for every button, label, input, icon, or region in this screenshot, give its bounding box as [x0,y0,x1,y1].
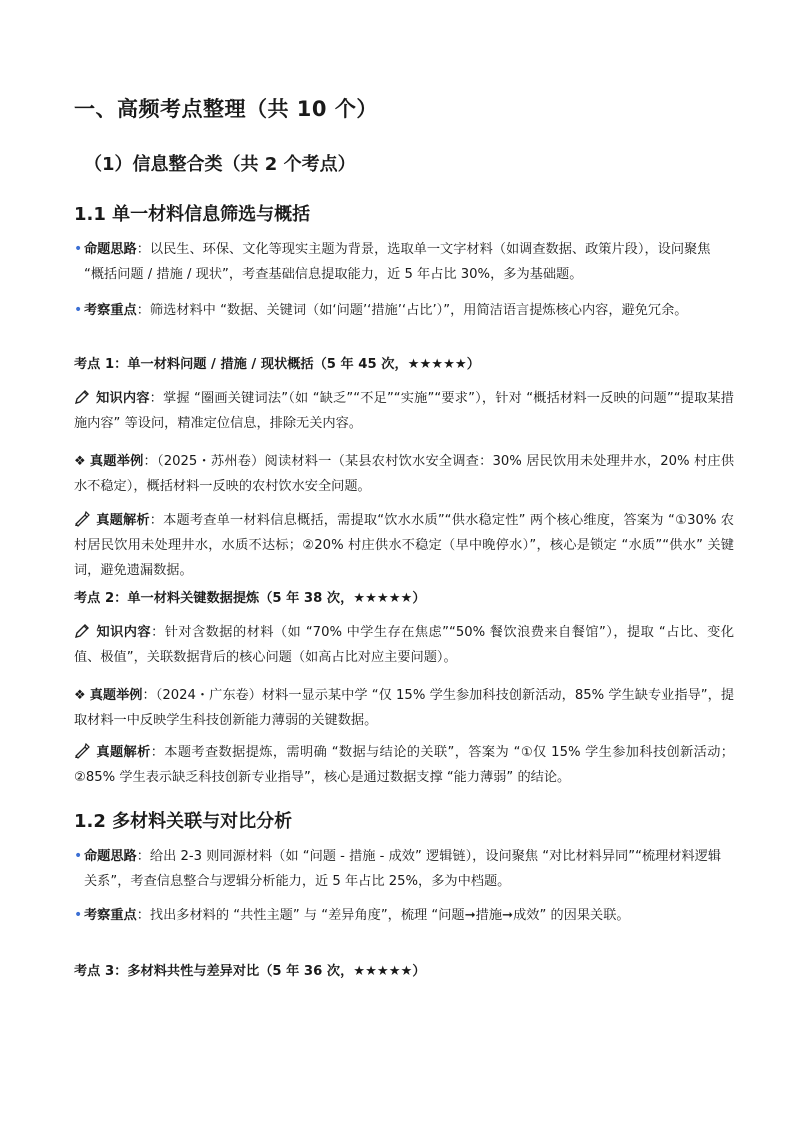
bullet-proposition-idea: • 命题思路：以民生、环保、文化等现实主题为背景，选取单一文字材料（如调查数据、政策片段），设问聚焦 “概括问题 / 措施 / 现状”，考查基础信息提取能力，近 5 年占比 30%，多为基础题。 [74,237,734,287]
section-title: 一、高频考点整理（共 10 个） [74,97,378,121]
ruler-pencil-icon [74,743,90,759]
exam-point-2-knowledge: 知识内容：针对含数据的材料（如 “70% 中学生存在焦虑”“50% 餐饮浪费来自餐馆”），提取 “占比、变化值、极值”，关联数据背后的核心问题（如高占比对应主要问题）。 [74,625,735,665]
exam-point-1-title: 考点 1：单一材料问题 / 措施 / 现状概括（5 年 45 次，★★★★★） [74,357,480,372]
bullet-exam-focus: • 考察重点：找出多材料的 “共性主题” 与 “差异角度”，梳理 “问题➞措施➞成效” 的因果关联。 [74,903,734,928]
bullet-dot-icon: • [74,907,83,923]
ruler-pencil-icon [74,511,90,527]
subsection-title-1-1: 1.1 单一材料信息筛选与概括 [74,204,311,225]
pencil-icon [74,623,90,639]
bullet-dot-icon: • [74,302,83,318]
diamond-icon: ❖ [74,454,86,469]
diamond-icon: ❖ [74,688,86,703]
pencil-icon [74,389,90,405]
exam-point-1-knowledge: 知识内容：掌握 “圈画关键词法”（如 “缺乏”“不足”“实施”“要求”），针对 “概括材料一反映的问题”“提取某措施内容” 等设问，精准定位信息，排除无关内容。 [74,391,734,431]
category-title: （1）信息整合类（共 2 个考点） [84,154,356,175]
bullet-dot-icon: • [74,241,83,257]
exam-point-2-analysis: 真题解析：本题考查数据提炼，需明确 “数据与结论的关联”，答案为 “①仅 15% 学生参加科技创新活动；②85% 学生表示缺乏科技创新专业指导”，核心是通过数据支撑 “能力薄弱” 的结论。 [74,745,734,785]
bullet-dot-icon: • [74,848,83,864]
bullet-exam-focus: • 考察重点：筛选材料中 “数据、关键词（如‘问题’‘措施’‘占比’）”，用简洁语言提炼核心内容，避免冗余。 [74,298,734,323]
subsection-title-1-2: 1.2 多材料关联与对比分析 [74,811,293,832]
exam-point-1-example: ❖ 真题举例：（2025・苏州卷）阅读材料一（某县农村饮水安全调查：30% 居民饮用未处理井水，20% 村庄供水不稳定），概括材料一反映的农村饮水安全问题。 [74,454,735,494]
bullet-proposition-idea: • 命题思路：给出 2-3 则同源材料（如 “问题 - 措施 - 成效” 逻辑链），设问聚焦 “对比材料异同”“梳理材料逻辑关系”，考查信息整合与逻辑分析能力，近 5 年占比 25%，多为中档题。 [74,844,734,894]
exam-point-3-title: 考点 3：多材料共性与差异对比（5 年 36 次，★★★★★） [74,964,426,979]
exam-point-2-title: 考点 2：单一材料关键数据提炼（5 年 38 次，★★★★★） [74,591,426,606]
exam-point-1-analysis: 真题解析：本题考查单一材料信息概括，需提取“饮水水质”“供水稳定性” 两个核心维度，答案为 “①30% 农村居民饮用未处理井水，水质不达标；②20% 村庄供水不稳定（早中晚停水）”，核心是锁定 “水质”“供水” 关键词，避免遗漏数据。 [74,513,734,578]
exam-point-2-example: ❖ 真题举例：（2024・广东卷）材料一显示某中学 “仅 15% 学生参加科技创新活动，85% 学生缺专业指导”，提取材料一中反映学生科技创新能力薄弱的关键数据。 [74,688,735,728]
